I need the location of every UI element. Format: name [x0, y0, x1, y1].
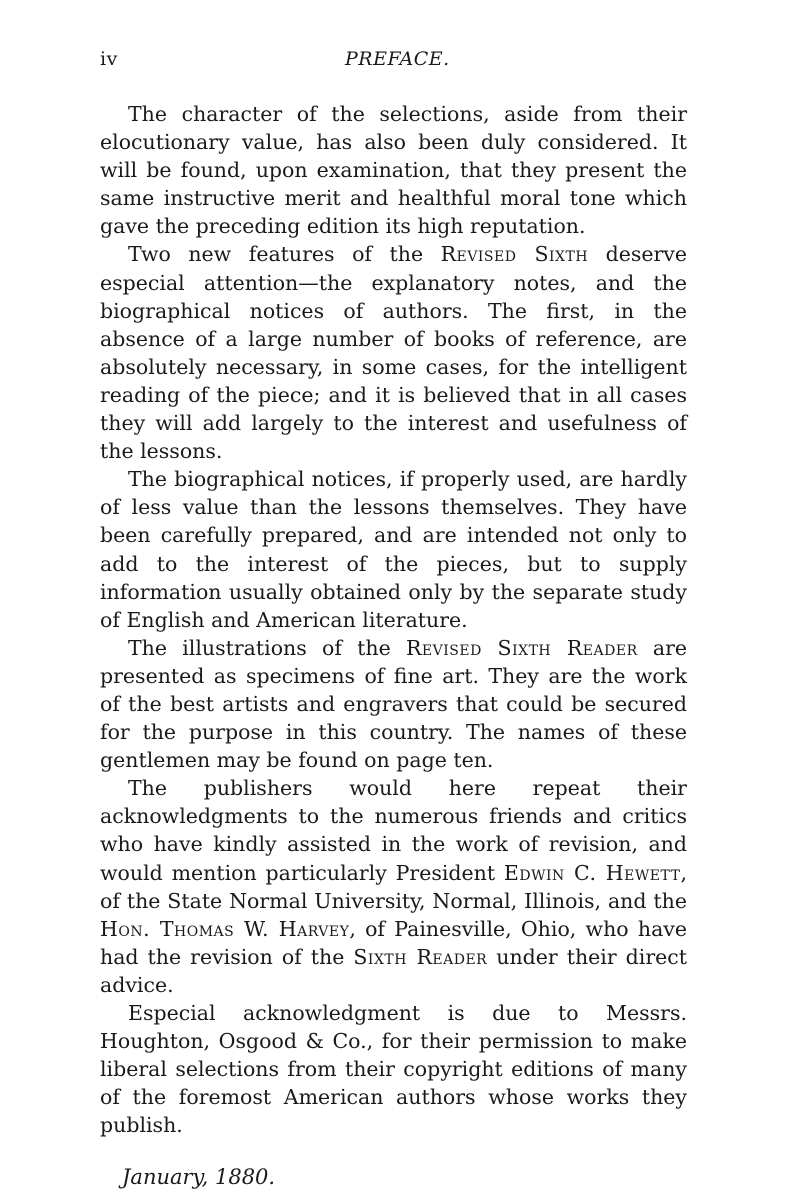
- paragraph-text: Especial acknowledgment is due to Messrs. Houghton, Osgood & Co., for their permission to make liberal selections from their copyright editions of many of the foremost American authors whose works they publish.: [100, 1001, 687, 1138]
- paragraph-text: Two new features of the: [128, 242, 441, 267]
- paragraph-5: [100, 774, 687, 999]
- small-caps-name: Revised Sixth Reader: [405, 635, 638, 660]
- paragraph-4: [100, 634, 687, 774]
- paragraph-3: [100, 465, 687, 634]
- paragraph-text: are presented as specimens of fine art. They are the work of the best artists and engravers that could be secured for the purpose in this country. The names of these gentlemen may be found on page ten.: [100, 635, 687, 773]
- small-caps-name: Sixth Reader: [353, 944, 488, 969]
- page-header: [100, 40, 687, 80]
- page-number: iv: [100, 48, 118, 70]
- paragraph-text: The publishers would here repeat their acknowledgments to the numerous friends and critics who have kindly assisted in the work of revision, and would mention particularly President: [100, 776, 687, 885]
- paragraph-text: The biographical notices, if properly used, are hardly of less value than the lessons themselves. They have been carefully prepared, and are intended not only to add to the interest of the pieces, but to supply information usually obtained only by the separate study of English and American literature.: [100, 467, 687, 632]
- paragraph-text: under their direct advice.: [100, 944, 687, 997]
- paragraph-6: [100, 999, 687, 1139]
- paragraph-text: deserve especial attention—the explanatory notes, and the biographical notices of authors. The first, in the absence of a large number of books of reference, are absolutely necessary, in some cases, for the intelligent reading of the piece; and it is believed that in all cases they will add largely to the interest and usefulness of the lessons.: [100, 242, 687, 464]
- paragraph-2: [100, 240, 687, 465]
- paragraph-text: The character of the selections, aside from their elocutionary value, has also been duly considered. It will be found, upon examination, that they present the same instructive merit and healthful moral tone which gave the preceding edition its high reputation.: [100, 102, 687, 239]
- paragraph-text: The illustrations of the: [128, 635, 406, 660]
- small-caps-name: Edwin C. Hewett: [503, 860, 681, 885]
- paragraph-1: [100, 100, 687, 240]
- preface-body: [100, 100, 687, 1139]
- document-page: [100, 40, 687, 1189]
- small-caps-name: Revised Sixth: [440, 242, 589, 267]
- paragraph-text: , of Painesville, Ohio, who have had the revision of the: [100, 916, 687, 969]
- preface-date: January, 1880.: [122, 1165, 276, 1190]
- running-title: PREFACE.: [345, 48, 450, 70]
- paragraph-text: , of the State Normal University, Normal, Illinois, and the: [100, 860, 687, 913]
- small-caps-name: Hon. Thomas W. Harvey: [100, 916, 350, 941]
